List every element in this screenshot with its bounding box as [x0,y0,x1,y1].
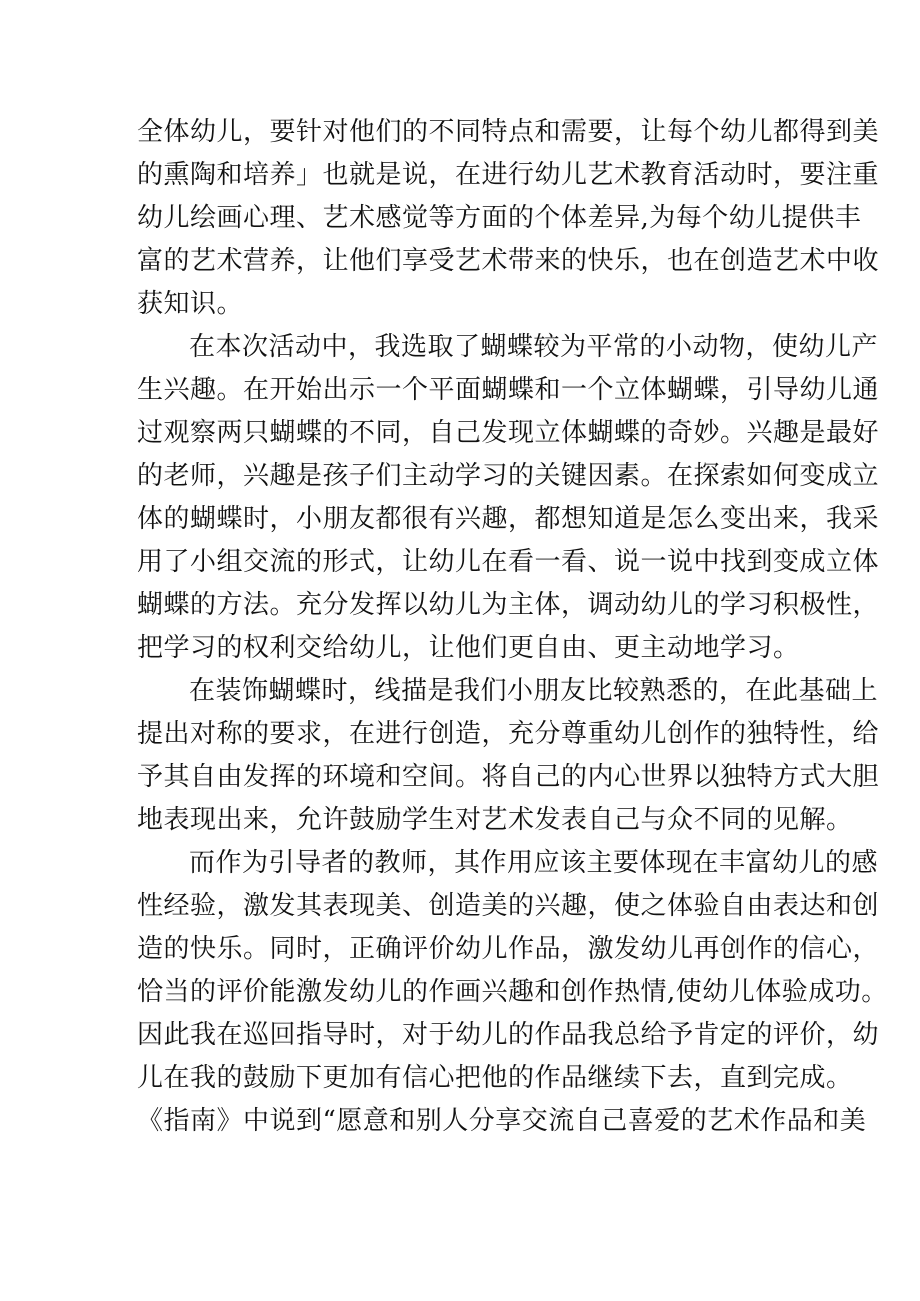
text-line: 把学习的权利交给幼儿，让他们更自由、更主动地学习。 [137,633,800,663]
paragraph-first-line: 而作为引导者的教师，其作用应该主要体现在丰富幼儿的感 [189,848,879,878]
text-line: 《指南》中说到“愿意和别人分享交流自己喜爱的艺术作品和美 [137,1106,867,1136]
text-line: 幼儿绘画心理、艺术感觉等方面的个体差异,为每个幼儿提供丰 [137,203,862,233]
text-line: 地表现出来，允许鼓励学生对艺术发表自己与众不同的见解。 [137,805,853,835]
text-line: 蝴蝶的方法。充分发挥以幼儿为主体，调动幼儿的学习积极性， [137,590,880,620]
text-line: 用了小组交流的形式，让幼儿在看一看、说一说中找到变成立体 [137,547,880,577]
text-line: 体的蝴蝶时，小朋友都很有兴趣，都想知道是怎么变出来，我采 [137,504,880,534]
text-line: 的老师，兴趣是孩子们主动学习的关键因素。在探索如何变成立 [137,461,880,491]
text-line: 儿在我的鼓励下更加有信心把他的作品继续下去，直到完成。 [137,1063,853,1093]
text-line: 因此我在巡回指导时，对于幼儿的作品我总给予肯定的评价，幼 [137,1020,880,1050]
document-body [137,111,888,1143]
text-line: 性经验，激发其表现美、创造美的兴趣，使之体验自由表达和创 [137,891,880,921]
text-line: 全体幼儿，要针对他们的不同特点和需要，让每个幼儿都得到美 [137,117,880,147]
text-line: 恰当的评价能激发幼儿的作画兴趣和创作热情,使幼儿体验成功。 [137,977,888,1007]
paragraph-first-line: 在装饰蝴蝶时，线描是我们小朋友比较熟悉的，在此基础上 [189,676,879,706]
text-line: 予其自由发挥的环境和空间。将自己的内心世界以独特方式大胆 [137,762,880,792]
text-line: 获知识。 [137,289,244,319]
text-line: 的熏陶和培养」也就是说，在进行幼儿艺术教育活动时，要注重 [137,160,880,190]
text-line: 过观察两只蝴蝶的不同，自己发现立体蝴蝶的奇妙。兴趣是最好 [137,418,880,448]
text-line: 造的快乐。同时，正确评价幼儿作品，激发幼儿再创作的信心， [137,934,880,964]
paragraph-first-line: 在本次活动中，我选取了蝴蝶较为平常的小动物，使幼儿产 [189,332,879,362]
text-line: 富的艺术营养，让他们享受艺术带来的快乐，也在创造艺术中收 [137,246,880,276]
text-line: 提出对称的要求，在进行创造，充分尊重幼儿创作的独特性，给 [137,719,880,749]
text-line: 生兴趣。在开始出示一个平面蝴蝶和一个立体蝴蝶，引导幼儿通 [137,375,880,405]
